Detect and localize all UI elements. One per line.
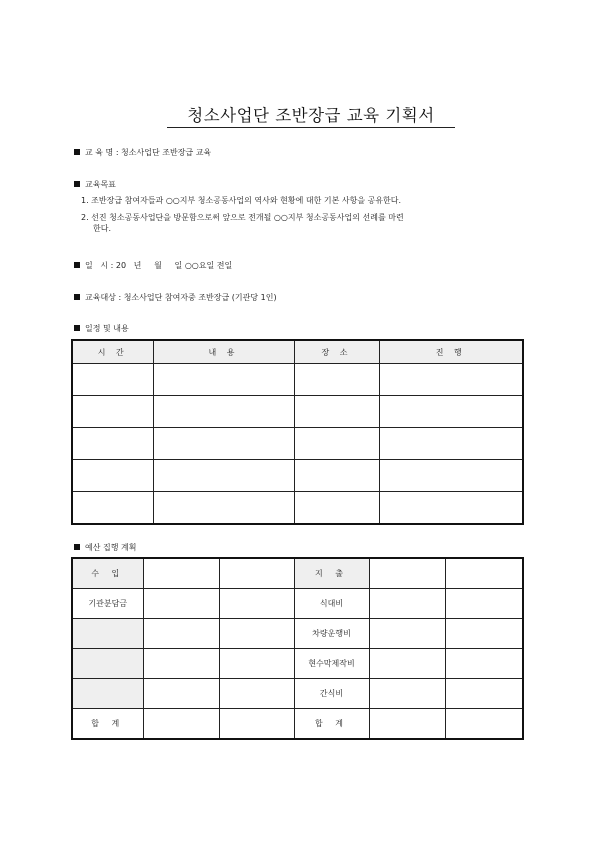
table-cell (369, 709, 445, 740)
course-name-text: 교 육 명 : 청소사업단 조반장급 교육 (85, 148, 212, 157)
income-label (72, 649, 143, 679)
expense-label: 현수막제작비 (294, 649, 369, 679)
square-bullet-icon (74, 181, 80, 187)
table-row (72, 428, 523, 460)
budget-heading-line (74, 542, 136, 553)
table-cell (219, 649, 294, 679)
schedule-table (71, 339, 524, 525)
table-row (72, 460, 523, 492)
table-cell (294, 396, 379, 428)
budget-table (71, 557, 524, 740)
table-row (72, 679, 523, 709)
table-cell (369, 589, 445, 619)
objective-item-2-text: 2. 선진 청소공동사업단을 방문함으로써 앞으로 전개될 ○○지부 청소공동사업의 선례를 마련 (81, 213, 404, 222)
table-cell (445, 709, 523, 740)
income-label (72, 619, 143, 649)
table-cell (143, 558, 219, 589)
budget-heading: 예산 집행 계획 (85, 543, 137, 552)
table-cell (143, 619, 219, 649)
square-bullet-icon (74, 294, 80, 300)
col-header-place: 장 소 (294, 340, 379, 364)
page-title: 청소사업단 조반장급 교육 기획서 (187, 106, 435, 125)
audience-line (74, 292, 277, 303)
table-cell (72, 396, 153, 428)
table-cell (294, 492, 379, 525)
table-cell (143, 649, 219, 679)
table-cell (153, 396, 294, 428)
table-cell (294, 460, 379, 492)
square-bullet-icon (74, 149, 80, 155)
table-cell (369, 558, 445, 589)
schedule-heading: 일정 및 내용 (85, 324, 129, 333)
table-cell (143, 679, 219, 709)
table-cell (143, 589, 219, 619)
table-cell (379, 396, 523, 428)
expense-label: 차량운행비 (294, 619, 369, 649)
table-cell (72, 428, 153, 460)
date-text: 일 시 : 20 년 월 일 ○○요일 전일 (85, 261, 233, 270)
table-cell (445, 558, 523, 589)
table-cell (369, 649, 445, 679)
table-row (72, 619, 523, 649)
col-header-host: 진 행 (379, 340, 523, 364)
table-cell (369, 619, 445, 649)
col-header-content: 내 용 (153, 340, 294, 364)
table-cell (379, 492, 523, 525)
table-cell (445, 589, 523, 619)
expense-label: 간식비 (294, 679, 369, 709)
col-header-time: 시 간 (72, 340, 153, 364)
table-cell (72, 364, 153, 396)
table-cell (379, 460, 523, 492)
table-cell (72, 492, 153, 525)
title-underline (167, 127, 455, 128)
schedule-heading-line (74, 323, 129, 334)
total-income-label: 합 계 (72, 709, 143, 740)
table-cell (379, 364, 523, 396)
table-cell (153, 492, 294, 525)
table-cell (369, 679, 445, 709)
table-cell (294, 428, 379, 460)
table-cell (294, 364, 379, 396)
table-row (72, 492, 523, 525)
objectives-heading-line (74, 179, 116, 190)
expense-header: 지 출 (294, 558, 369, 589)
income-label: 기관분담금 (72, 589, 143, 619)
table-row (72, 364, 523, 396)
table-cell (153, 460, 294, 492)
table-cell (219, 558, 294, 589)
table-row (72, 589, 523, 619)
table-cell (143, 709, 219, 740)
objective-item-2-continued: 한다. (93, 224, 111, 233)
table-cell (219, 589, 294, 619)
table-cell (445, 619, 523, 649)
objective-item-1: 1. 조반장급 참여자들과 ○○지부 청소공동사업의 역사와 현황에 대한 기본 사항을 공유한다. (81, 196, 402, 205)
schedule-header-row (72, 340, 523, 364)
objective-item-2 (81, 212, 517, 234)
date-line (74, 260, 232, 271)
table-cell (445, 649, 523, 679)
table-cell (219, 709, 294, 740)
table-cell (445, 679, 523, 709)
table-cell (153, 364, 294, 396)
square-bullet-icon (74, 544, 80, 550)
income-label (72, 679, 143, 709)
total-expense-label: 합 계 (294, 709, 369, 740)
square-bullet-icon (74, 325, 80, 331)
budget-header-row (72, 558, 523, 589)
expense-label: 식대비 (294, 589, 369, 619)
table-cell (219, 619, 294, 649)
table-row (72, 649, 523, 679)
objectives-heading: 교육목표 (85, 180, 116, 189)
income-header: 수 입 (72, 558, 143, 589)
budget-total-row (72, 709, 523, 740)
table-cell (153, 428, 294, 460)
table-row (72, 396, 523, 428)
table-cell (379, 428, 523, 460)
square-bullet-icon (74, 262, 80, 268)
table-cell (72, 460, 153, 492)
audience-text: 교육대상 : 청소사업단 참여자중 조반장급 (기관당 1인) (85, 293, 277, 302)
table-cell (219, 679, 294, 709)
course-name-line (74, 147, 211, 158)
